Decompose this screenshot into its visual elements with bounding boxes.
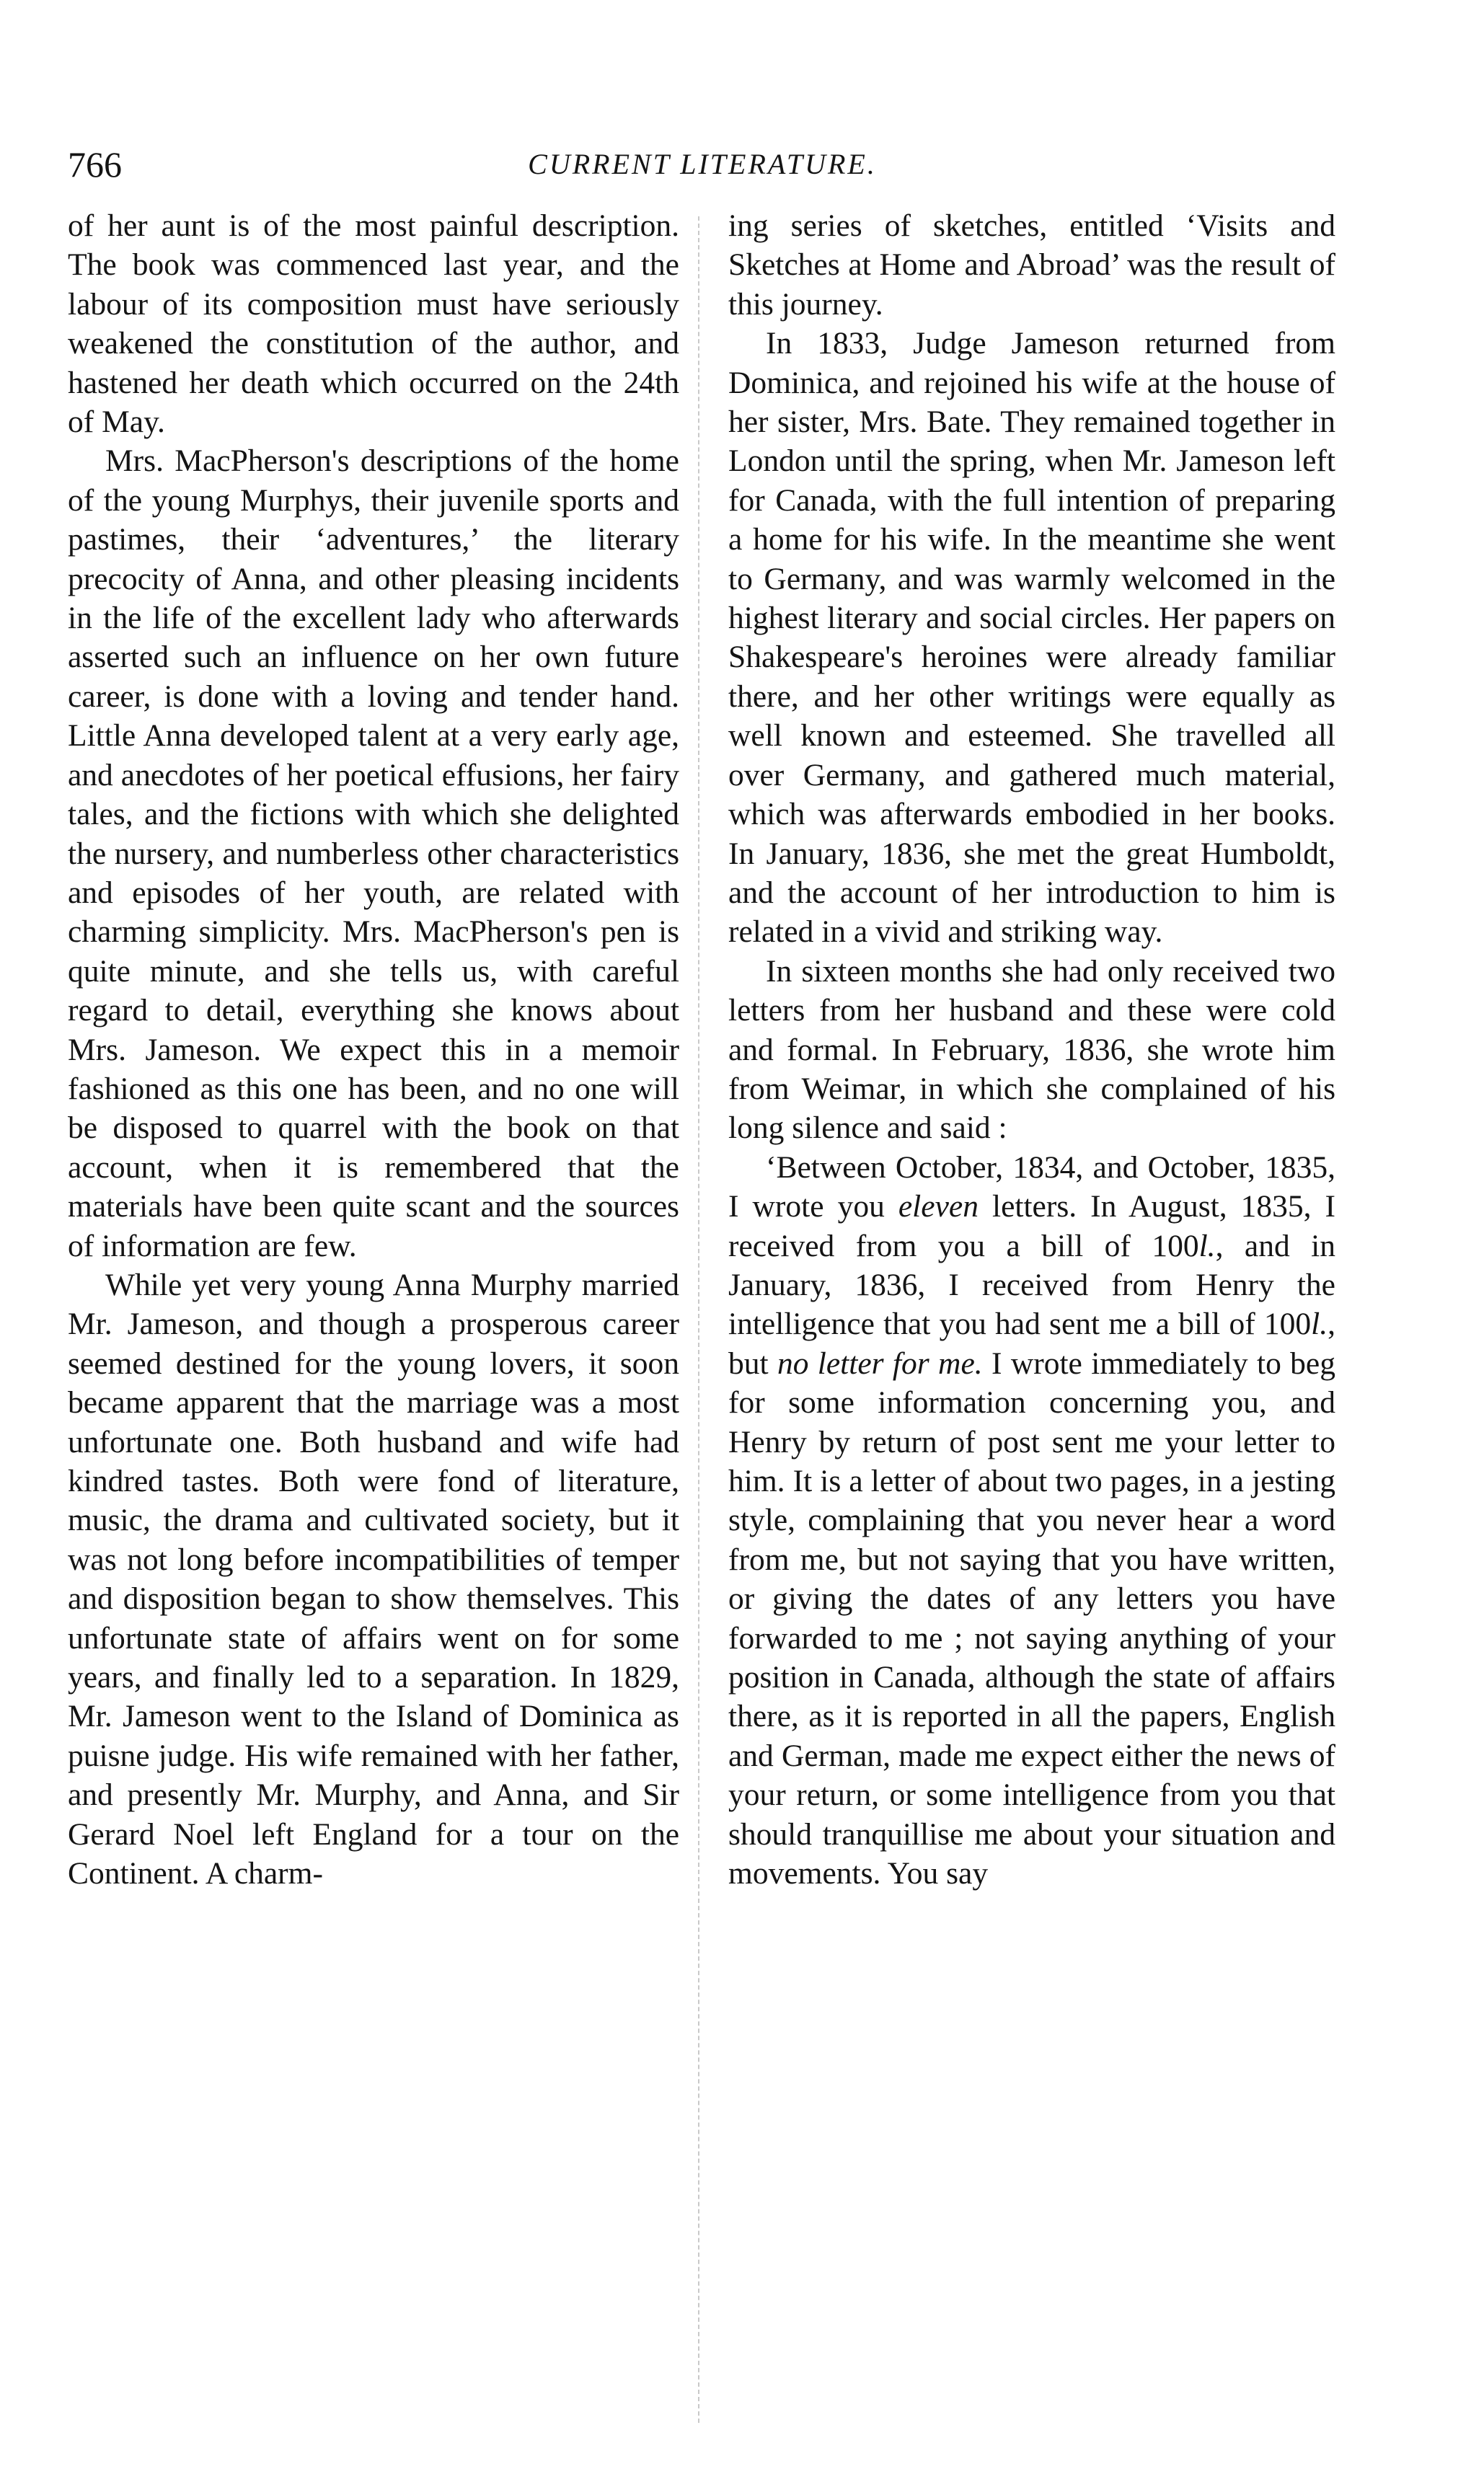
left-column	[68, 206, 679, 1893]
quote-emphasis: no letter for me.	[777, 1346, 983, 1381]
running-head: CURRENT LITERATURE.	[528, 148, 877, 180]
letter-quote	[728, 1148, 1335, 1894]
paragraph: In sixteen months she had only received two letters from her husband and these were cold and formal. In February, 1836, she wrote him from Weimar, in which she complained of his long silence and said :	[728, 953, 1335, 1146]
paragraph: In 1833, Judge Jameson returned from Dominica, and rejoined his wife at the house of her sister, Mrs. Bate. They remained together in London until the spring, when Mr. Jameson left for Canada, with the full intention of preparing a home for his wife. In the meantime she went to Germany, and was warmly welcomed in the highest literary and social circles. Her papers on Shakespeare's heroines were already familiar there, and her other writings were equally as well known and esteemed. She travelled all over Germany, and gathered much material, which was afterwards embodied in her books. In January, 1836, she met the great Humboldt, and the account of her introduction to him is related in a vivid and striking way.	[728, 326, 1335, 950]
paragraph: While yet very young Anna Murphy married Mr. Jameson, and though a prosperous career seemed destined for the young lovers, it soon became apparent that the marriage was a most unfortunate one. Both husband and wife had kindred tastes. Both were fond of literature, music, the drama and cultivated society, but it was not long before incompatibilities of temper and disposition began to show themselves. This unfortunate state of affairs went on for some years, and finally led to a separation. In 1829, Mr. Jameson went to the Island of Dominica as puisne judge. His wife remained with her father, and presently Mr. Murphy, and Anna, and Sir Gerard Noel left England for a tour on the Continent. A charm-	[68, 1267, 679, 1891]
column-divider	[698, 216, 699, 2423]
quote-emphasis: l.	[1311, 1307, 1328, 1342]
quote-text: , and in January, 1836, I received from Henry the intelligence that you had sent me a bill of 100	[728, 1228, 1335, 1342]
quote-text: I wrote immediately to beg for some information concerning you, and Henry by return of post sent me your letter to him. It is a letter of about two pages, in a jesting style, complaining that you never hear a word from me, but not saying that you have written, or giving the dates of any letters you have forwarded to me ; not saying anything of your position in Canada, although the state of affairs there, as it is reported in all the papers, English and German, made me expect either the news of your return, or some intelligence from you that should tranquillise me about your situation and movements. You say	[728, 1346, 1335, 1891]
quote-text: ‘Between October, 1834, and October, 1835, I wrote you	[728, 1149, 1335, 1224]
paragraph: ing series of sketches, entitled ‘Visits and Sketches at Home and Abroad’ was the result of this journey.	[728, 208, 1335, 322]
page-header	[68, 143, 1337, 186]
page-number: 766	[68, 144, 122, 185]
quote-emphasis: l.	[1198, 1228, 1216, 1263]
quote-text: , but	[728, 1307, 1335, 1381]
quote-emphasis: eleven	[898, 1189, 979, 1224]
right-column	[728, 206, 1335, 1893]
paragraph: Mrs. MacPherson's descriptions of the home of the young Murphys, their juvenile sports and pastimes, their ‘adventures,’ the literary precocity of Anna, and other pleasing incidents in the life of the excellent lady who afterwards asserted such an influence on her own future career, is done with a loving and tender hand. Little Anna developed talent at a very early age, and anecdotes of her poetical effusions, her fairy tales, and the fictions with which she delighted the nursery, and numberless other characteristics and episodes of her youth, are related with charming simplicity. Mrs. MacPherson's pen is quite minute, and she tells us, with careful regard to detail, everything she knows about Mrs. Jameson. We expect this in a memoir fashioned as this one has been, and no one will be disposed to quarrel with the book on that account, when it is remembered that the materials have been quite scant and the sources of information are few.	[68, 443, 679, 1263]
quote-text: letters. In August, 1835, I received from you a bill of 100	[728, 1189, 1336, 1263]
paragraph: of her aunt is of the most painful description. The book was commenced last year, and the labour of its composition must have seriously weakened the constitution of the author, and hastened her death which occurred on the 24th of May.	[68, 208, 679, 440]
